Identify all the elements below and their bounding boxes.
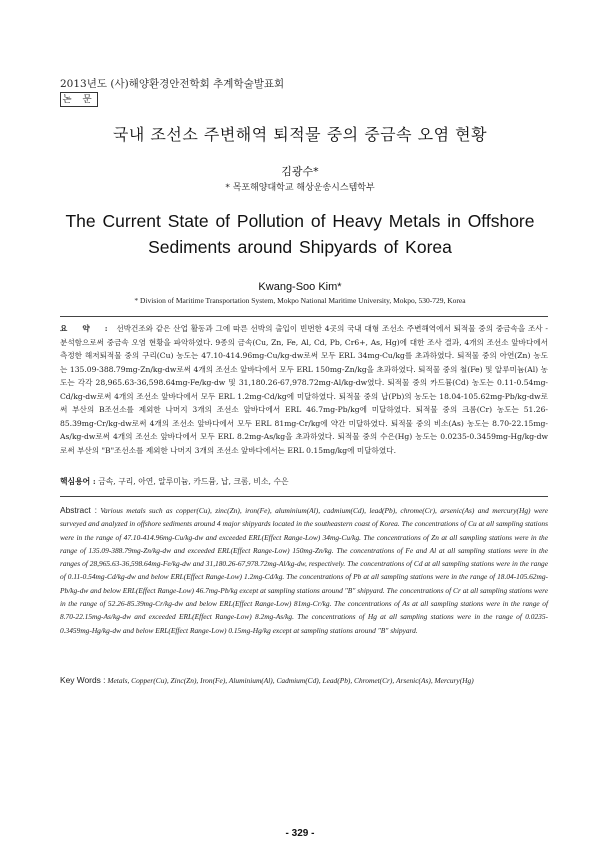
conference-header: 2013년도 (사)해양환경안전학회 추계학술발표회 — [60, 78, 285, 90]
korean-abstract-text: 선박건조와 같은 산업 활동과 그에 따른 선박의 출입이 빈번한 4곳의 국내 대형 조선소 주변해역에서 퇴적물 중의 중금속을 조사 - 분석함으로써 중금속 오염 현황을 파악하였다. 9종의 금속(Cu, Zn, Fe, Al, Cd, Pb, Cr6+, As, Hg)에 대한 조사 결과, 4개의 조선소 앞바다에서 측정한 해저퇴적물 중의 구리(Cu) 농도는 47.10-414.96mg-Cu/kg-dw로써 모두 ERL 34mg-Cu/kg를 초과하였다. 퇴적물 중의 아연(Zn) 농도는 135.09-388.79mg-Zn/kg-dw로써 4개의 조선소 앞바다에서 모두 ERL 150mg-Zn/kg을 초과하였다. 퇴적물 중의 철(Fe) 및 알루미늄(Al) 농도는 각각 28,965.63-36,598.64mg-Fe/kg-dw 및 31,180.26-67,978.72mg-Al/kg-dw였다. 퇴적물 중의 카드뮴(Cd) 농도는 0.11-0.54mg-Cd/kg-dw로써 4개의 조선소 앞바다에서 모두 ERL 1.2mg-Cd/kg에 미달하였다. 퇴적물 중의 납(Pb)의 농도는 18.04-105.62mg-Pb/kg-dw로써 부산의 B조선소를 제외한 나머지 3개의 조선소 앞바다에서 ERL 46.7mg-Pb/kg에 미달하였다. 퇴적물 중의 크롬(Cr) 농도는 51.26-85.39mg-Cr/kg-dw로써 4개의 조선소 앞바다에서 모두 ERL 81mg-Cr/kg에 약간 미달하였다. 퇴적물 중의 비소(As) 농도는 8.70-22.15mg-As/kg-dw로써 4개의 조선소 앞바다에서 모두 ERL 8.2mg-As/kg을 초과하였다. 퇴적물 중의 수은(Hg) 농도는 0.0235-0.3459mg-Hg/kg-dw로써 부산의 "B"조선소를 제외한 나머지 3개의 조선소 앞바다에서는 ERL 0.15mg/kg에 미달하였다. — [60, 324, 548, 455]
english-abstract — [60, 504, 548, 637]
middle-divider — [60, 496, 548, 497]
korean-keywords-text: 금속, 구리, 아연, 알루미늄, 카드뮴, 납, 크롬, 비소, 수은 — [98, 477, 289, 486]
section-tag: 논 문 — [60, 92, 98, 107]
english-abstract-text: Various metals such as copper(Cu), zinc(Zn), iron(Fe), aluminium(Al), cadmium(Cd), lead(Pb), chrome(Cr), arsenic(As) and mercury(Hg) were surveyed and analyzed in offshore sediments around 4 major shipyards located in the southeastern coast of Korea. The concentrations of Cu at all sampling stations were in the range of 47.10-414.96mg-Cu/kg-dw and exceeded ERL(Effect Range-Low) 34mg-Cu/kg. The concentrations of Zn at all sampling stations were in the range of 135.09-388.79mg-Zn/kg-dw and exceeded ERL(Effect Range-Low) 150mg-Zn/kg. The concentrations of Fe and Al at all sampling stations were in the ranges of 28,965.63-36,598.64mg-Fe/kg-dw and 31,180.26-67,978.72mg-Al/kg-dw, respectively. The concentrations of Cd at all sampling stations were in the range of 0.11-0.54mg-Cd/kg-dw and below ERL(Effect Range-Low) 1.2mg-Cd/kg. The concentrations of Pb at all sampling stations were in the range of 18.04-105.62mg-Pb/kg-dw and below ERL(Effect Range-Low) 46.7mg-Pb/kg except at sampling stations around "B" shipyard. The concentrations of Cr at all sampling stations were in the range of 52.26-85.39mg-Cr/kg-dw and below ERL(Effect Range-Low) 81mg-Cr/kg. The concentrations of As at all sampling stations were in the range of 8.70-22.15mg-As/kg-dw and exceeded ERL(Effect Range-Low) 8.2mg-As/kg. The concentrations of Hg at all sampling stations were in the range of 0.0235-0.3459mg-Hg/kg-dw and below ERL(Effect Range-Low) 0.15mg-Hg/kg except at sampling stations around "B" shipyard. — [60, 506, 548, 635]
korean-abstract — [60, 322, 548, 457]
korean-author: 김광수* — [281, 165, 319, 178]
english-author: Kwang-Soo Kim* — [258, 281, 342, 293]
english-title — [0, 208, 600, 260]
english-keywords-text: Metals, Copper(Cu), Zinc(Zn), Iron(Fe), Aluminium(Al), Cadmium(Cd), Lead(Pb), Chromet(Cr), Arsenic(As), Mercury(Hg) — [107, 676, 474, 685]
english-title-line-1: The Current State of Pollution of Heavy Metals in Offshore — [65, 211, 535, 231]
english-keywords-label: Key Words : — [60, 675, 106, 685]
english-title-line-2: Sediments around Shipyards of Korea — [148, 237, 452, 257]
english-abstract-label: Abstract : — [60, 505, 97, 515]
korean-keywords — [60, 476, 548, 487]
english-keywords — [60, 675, 548, 685]
page-number: - 329 - — [285, 828, 315, 839]
korean-keywords-label: 핵심용어 : — [60, 477, 96, 486]
english-affiliation: * Division of Maritime Transportation System, Mokpo National Maritime University, Mokpo, 530-729, Korea — [134, 296, 466, 305]
korean-affiliation: * 목포해양대학교 해상운송시스템학부 — [225, 183, 375, 193]
korean-abstract-label: 요 약 : — [60, 324, 114, 333]
korean-title: 국내 조선소 주변해역 퇴적물 중의 중금속 오염 현황 — [112, 125, 488, 144]
top-divider — [60, 316, 548, 317]
